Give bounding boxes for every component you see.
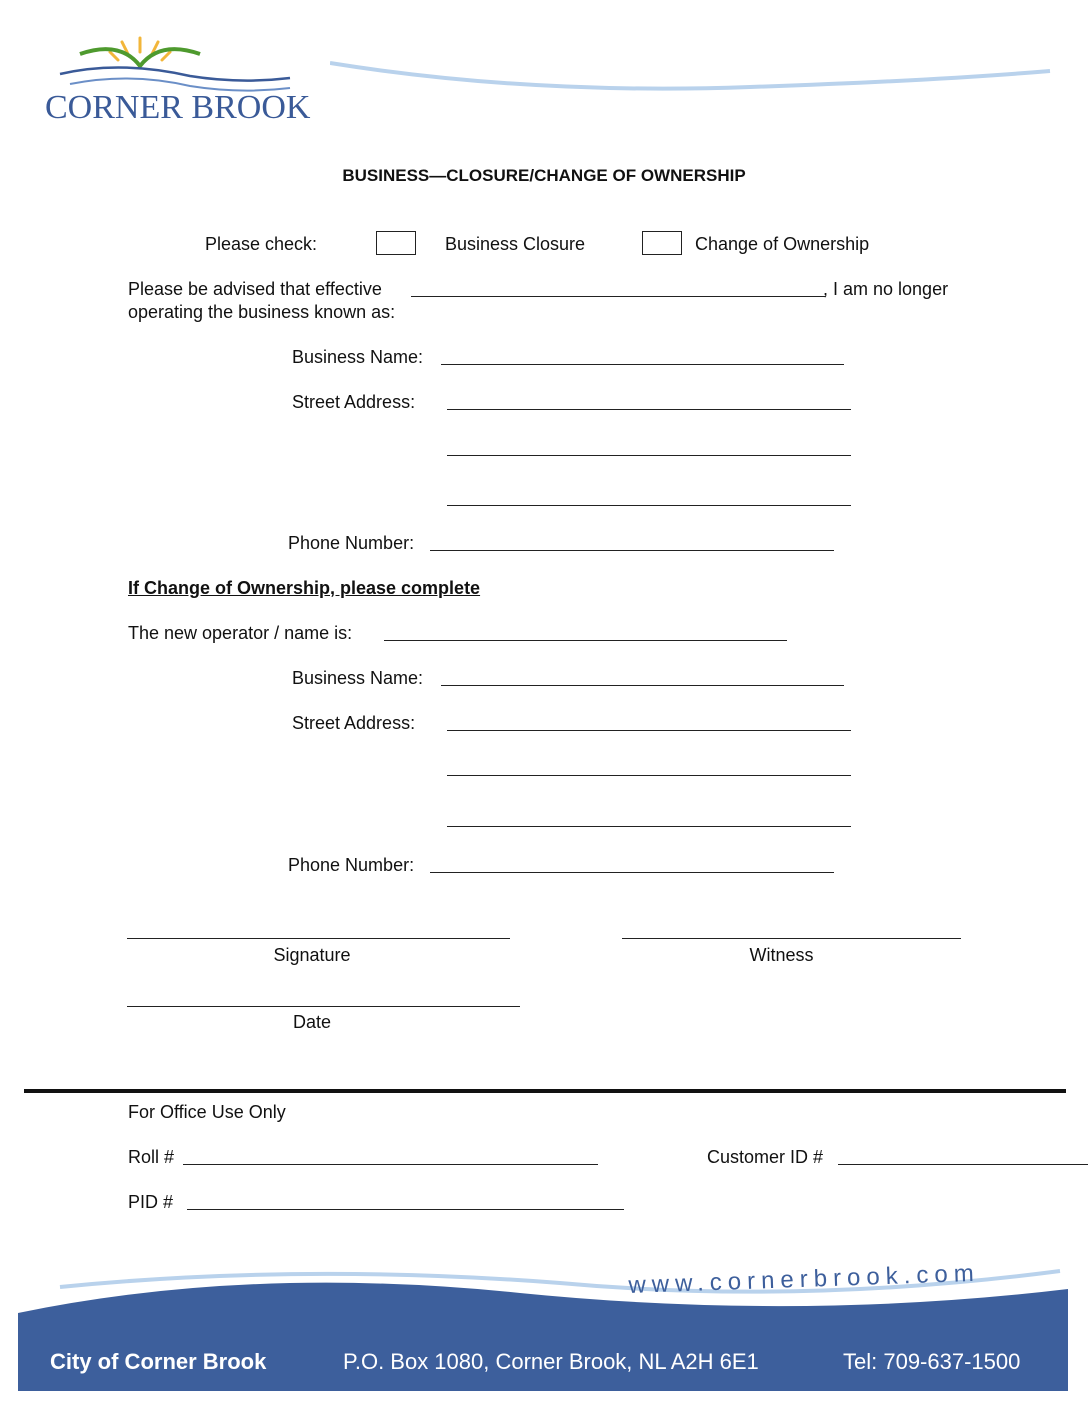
header-wave — [330, 55, 1060, 95]
footer-org-name: City of Corner Brook — [50, 1349, 267, 1374]
logo-text: CORNER BROOK — [45, 89, 311, 126]
change-of-ownership-checkbox[interactable] — [642, 231, 682, 255]
effective-date-field[interactable] — [411, 296, 825, 297]
business-closure-checkbox[interactable] — [376, 231, 416, 255]
corner-brook-logo — [40, 30, 360, 130]
footer-phone: Tel: 709-637-1500 — [843, 1349, 1021, 1374]
roll-number-label: Roll # — [128, 1147, 175, 1167]
new-street-address-field-3[interactable] — [447, 826, 851, 827]
new-street-address-label: Street Address: — [292, 713, 416, 733]
street-address-label: Street Address: — [292, 392, 416, 412]
business-name-label: Business Name: — [292, 347, 424, 367]
date-label: Date — [292, 1012, 332, 1032]
new-street-address-field-2[interactable] — [447, 775, 851, 776]
street-address-field-1[interactable] — [447, 409, 851, 410]
form-title: BUSINESS—CLOSURE/CHANGE OF OWNERSHIP — [342, 166, 746, 185]
office-use-heading: For Office Use Only — [128, 1102, 286, 1122]
logo-graphic — [40, 30, 360, 130]
notice-text-start: Please be advised that effective — [128, 279, 382, 299]
business-closure-label: Business Closure — [445, 234, 586, 254]
office-section-divider — [24, 1089, 1066, 1093]
pid-number-label: PID # — [128, 1192, 174, 1212]
new-business-name-field[interactable] — [441, 685, 844, 686]
signature-label: Signature — [273, 945, 351, 965]
new-phone-number-label: Phone Number: — [288, 855, 415, 875]
business-name-field[interactable] — [441, 364, 844, 365]
website-url[interactable]: www.cornerbrook.com — [628, 1259, 981, 1299]
footer-address: P.O. Box 1080, Corner Brook, NL A2H 6E1 — [343, 1349, 759, 1374]
phone-number-label: Phone Number: — [288, 533, 415, 553]
change-of-ownership-label: Change of Ownership — [695, 234, 870, 254]
witness-label: Witness — [749, 945, 814, 965]
new-phone-number-field[interactable] — [430, 872, 834, 873]
notice-text-end: operating the business known as: — [128, 302, 396, 322]
phone-number-field[interactable] — [430, 550, 834, 551]
date-field[interactable] — [127, 1006, 520, 1007]
customer-id-label: Customer ID # — [707, 1147, 824, 1167]
check-prompt: Please check: — [205, 234, 318, 254]
new-street-address-field-1[interactable] — [447, 730, 851, 731]
customer-id-field[interactable] — [838, 1164, 1088, 1165]
witness-field[interactable] — [622, 938, 961, 939]
roll-number-field[interactable] — [183, 1164, 598, 1165]
new-business-name-label: Business Name: — [292, 668, 424, 688]
change-of-ownership-heading: If Change of Ownership, please complete — [128, 578, 481, 598]
street-address-field-3[interactable] — [447, 505, 851, 506]
new-operator-label: The new operator / name is: — [128, 623, 353, 643]
notice-text-middle: , I am no longer — [823, 279, 949, 299]
pid-number-field[interactable] — [187, 1209, 624, 1210]
signature-field[interactable] — [127, 938, 510, 939]
new-operator-field[interactable] — [384, 640, 787, 641]
street-address-field-2[interactable] — [447, 455, 851, 456]
